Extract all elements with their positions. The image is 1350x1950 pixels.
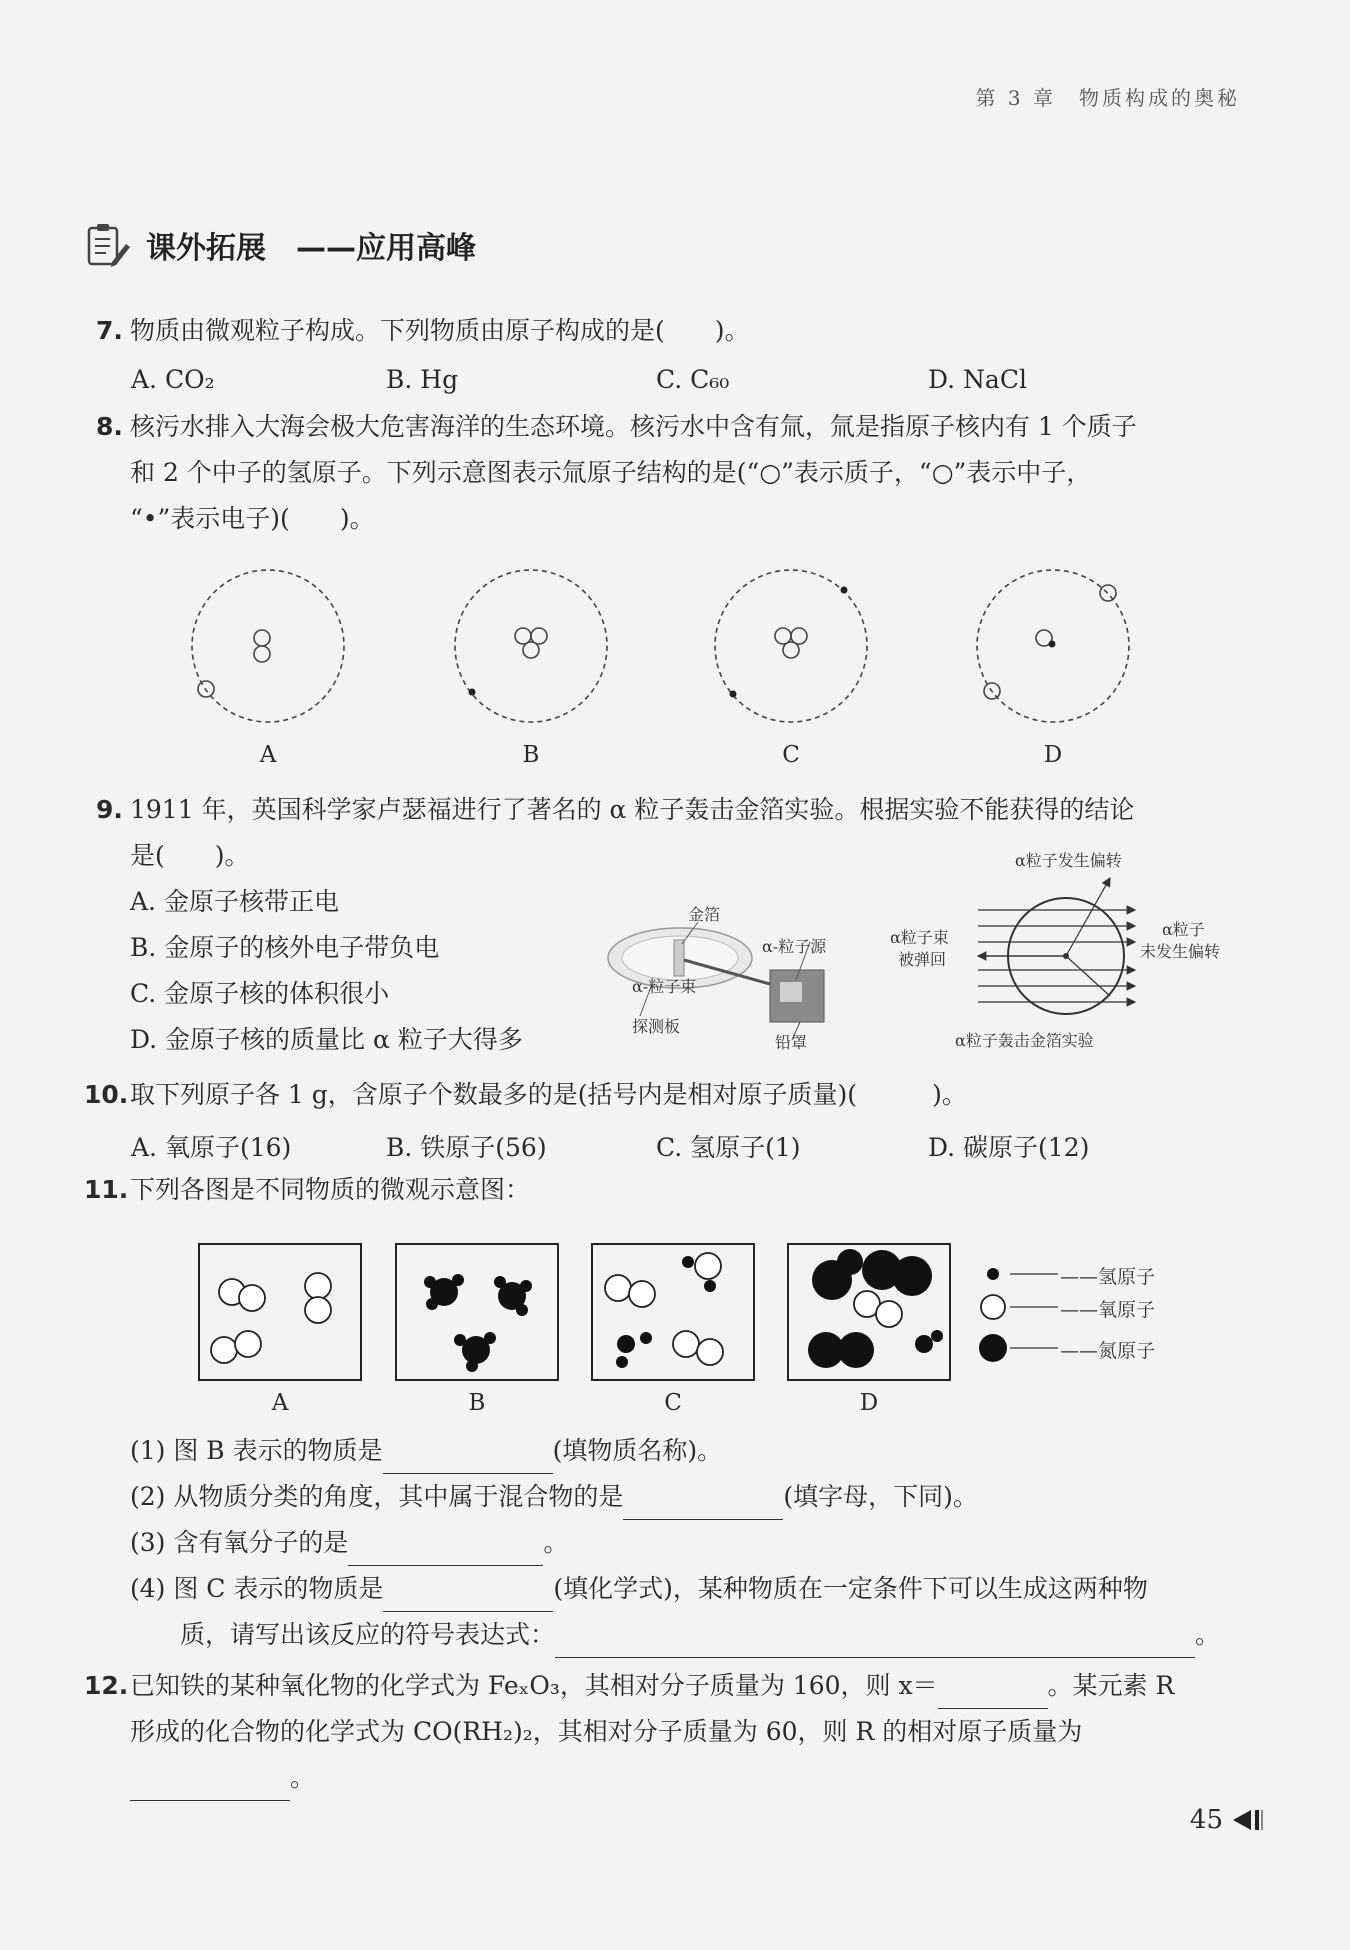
label-straight: α粒子 bbox=[1162, 920, 1205, 939]
answer-blank[interactable] bbox=[348, 1535, 543, 1566]
option-b: B. 铁原子(56) bbox=[386, 1133, 547, 1162]
legend-nitrogen: ——氮原子 bbox=[1060, 1340, 1156, 1362]
box-label-b: B bbox=[468, 1390, 486, 1416]
box-label-c: C bbox=[664, 1390, 682, 1416]
question-number: 12. bbox=[84, 1671, 129, 1700]
answer-blank[interactable] bbox=[383, 1443, 553, 1474]
question-number: 11. bbox=[84, 1175, 129, 1204]
sub4-tail: (填化学式)，某种物质在一定条件下可以生成这两种物 bbox=[553, 1574, 1148, 1603]
label-deflect: α粒子发生偏转 bbox=[1015, 851, 1122, 870]
notebook-pencil-icon bbox=[86, 222, 130, 268]
sub2-text: (2) 从物质分类的角度，其中属于混合物的是 bbox=[130, 1482, 624, 1511]
sub4-tail2: 。 bbox=[1195, 1620, 1221, 1649]
question-text-line2: 形成的化合物的化学式为 CO(RH₂)₂，其相对分子质量为 60，则 R 的相对原子质量为 bbox=[130, 1717, 1083, 1746]
question-8 bbox=[96, 404, 1246, 542]
arrow-left-icon bbox=[1231, 1808, 1265, 1832]
question-number: 7. bbox=[96, 316, 123, 345]
answer-blank[interactable] bbox=[938, 1678, 1048, 1709]
question-number: 10. bbox=[84, 1080, 129, 1109]
atom-c-nucleus-particle bbox=[783, 642, 799, 658]
option-b: B. 金原子的核外电子带负电 bbox=[130, 933, 440, 962]
label-straight2: 未发生偏转 bbox=[1140, 942, 1221, 961]
answer-blank[interactable] bbox=[383, 1581, 553, 1612]
electron bbox=[841, 587, 848, 594]
diagram-label-b: B bbox=[522, 742, 540, 768]
section-title-text: 课外拓展 bbox=[146, 231, 266, 266]
question-12 bbox=[84, 1663, 1234, 1801]
option-b: B. Hg bbox=[386, 365, 459, 394]
atom-a-orbit bbox=[192, 570, 344, 722]
atom-b-orbit bbox=[455, 570, 607, 722]
sub4-text: (4) 图 C 表示的物质是 bbox=[130, 1574, 384, 1603]
answer-blank[interactable] bbox=[555, 1627, 1195, 1658]
question-text-line1: 核污水排入大海会极大危害海洋的生态环境。核污水中含有氚，氚是指原子核内有 1 个质子 bbox=[130, 412, 1137, 441]
option-d: D. NaCl bbox=[928, 365, 1027, 394]
label-caption: α粒子轰击金箔实验 bbox=[955, 1031, 1094, 1050]
diagram-label-a: A bbox=[259, 742, 277, 768]
atom-diagrams bbox=[0, 560, 1350, 740]
label-alpha-beam: α-粒子束 bbox=[632, 977, 697, 996]
legend-oxygen: ——氧原子 bbox=[1060, 1299, 1156, 1321]
sub1-tail: (填物质名称)。 bbox=[552, 1436, 723, 1465]
question-text: 物质由微观粒子构成。下列物质由原子构成的是( )。 bbox=[130, 316, 750, 345]
atom-a-nucleus-particle bbox=[254, 630, 270, 646]
question-11 bbox=[84, 1167, 1234, 1213]
section-title bbox=[86, 222, 476, 268]
sub3-tail: 。 bbox=[543, 1528, 569, 1557]
diagram-label-c: C bbox=[782, 742, 800, 768]
sub-questions bbox=[130, 1428, 1250, 1658]
section-subtitle: ——应用高峰 bbox=[296, 231, 476, 266]
atom-a-nucleus-particle bbox=[254, 646, 270, 662]
question-text-line1: 已知铁的某种氧化物的化学式为 FeₓO₃，其相对分子质量为 160，则 x＝ bbox=[130, 1671, 938, 1700]
question-text-line2: 是( )。 bbox=[130, 841, 250, 870]
box-label-a: A bbox=[271, 1390, 289, 1416]
option-c: C. 金原子核的体积很小 bbox=[130, 979, 390, 1008]
answer-blank[interactable] bbox=[130, 1770, 290, 1801]
option-c: C. C₆₀ bbox=[656, 365, 730, 394]
electron bbox=[469, 689, 476, 696]
question-text-line3: 。 bbox=[290, 1763, 316, 1792]
answer-blank[interactable] bbox=[623, 1489, 783, 1520]
option-d: D. 金原子核的质量比 α 粒子大得多 bbox=[130, 1025, 523, 1054]
page-number bbox=[1190, 1805, 1265, 1835]
legend-hydrogen: ——氢原子 bbox=[1060, 1266, 1156, 1288]
label-bounce2: 被弹回 bbox=[898, 950, 947, 969]
atom-b-nucleus-particle bbox=[523, 642, 539, 658]
electron bbox=[1049, 641, 1056, 648]
question-text-line3: “•”表示电子)( )。 bbox=[130, 504, 375, 533]
box-label-d: D bbox=[859, 1390, 879, 1416]
sub1-text: (1) 图 B 表示的物质是 bbox=[130, 1436, 383, 1465]
question-text: 下列各图是不同物质的微观示意图： bbox=[130, 1175, 531, 1204]
chapter-header: 第 3 章 物质构成的奥秘 bbox=[975, 86, 1240, 110]
question-text-line1-tail: 。某元素 R bbox=[1047, 1671, 1175, 1700]
option-c: C. 氢原子(1) bbox=[656, 1133, 801, 1162]
label-alpha-source: α-粒子源 bbox=[762, 937, 827, 956]
page-number-text: 45 bbox=[1189, 1805, 1223, 1835]
option-d: D. 碳原子(12) bbox=[928, 1133, 1090, 1162]
electron bbox=[730, 691, 737, 698]
question-10 bbox=[84, 1072, 1234, 1118]
label-bounce: α粒子束 bbox=[890, 928, 949, 947]
option-a: A. 金原子核带正电 bbox=[130, 887, 339, 916]
question-text-line2: 和 2 个中子的氢原子。下列示意图表示氚原子结构的是(“○”表示质子，“○”表示中子， bbox=[130, 458, 1092, 487]
label-gold-foil: 金箔 bbox=[688, 905, 721, 924]
sub3-text: (3) 含有氧分子的是 bbox=[130, 1528, 349, 1557]
label-detector: 探测板 bbox=[632, 1017, 681, 1036]
scattering-diagram bbox=[970, 870, 1150, 1040]
question-number: 9. bbox=[96, 795, 123, 824]
option-a: A. CO₂ bbox=[131, 365, 215, 394]
question-text: 取下列原子各 1 g，含原子个数最多的是(括号内是相对原子质量)( )。 bbox=[130, 1080, 967, 1109]
diagram-label-d: D bbox=[1043, 742, 1063, 768]
sub4-text2: 质，请写出该反应的符号表达式： bbox=[180, 1620, 556, 1649]
sub2-tail: (填字母，下同)。 bbox=[783, 1482, 978, 1511]
option-a: A. 氧原子(16) bbox=[131, 1133, 292, 1162]
question-text-line1: 1911 年，英国科学家卢瑟福进行了著名的 α 粒子轰击金箔实验。根据实验不能获得的结论 bbox=[130, 795, 1135, 824]
label-lead-shield: 铅罩 bbox=[775, 1033, 808, 1052]
question-number: 8. bbox=[96, 412, 123, 441]
question-7 bbox=[96, 308, 1246, 354]
